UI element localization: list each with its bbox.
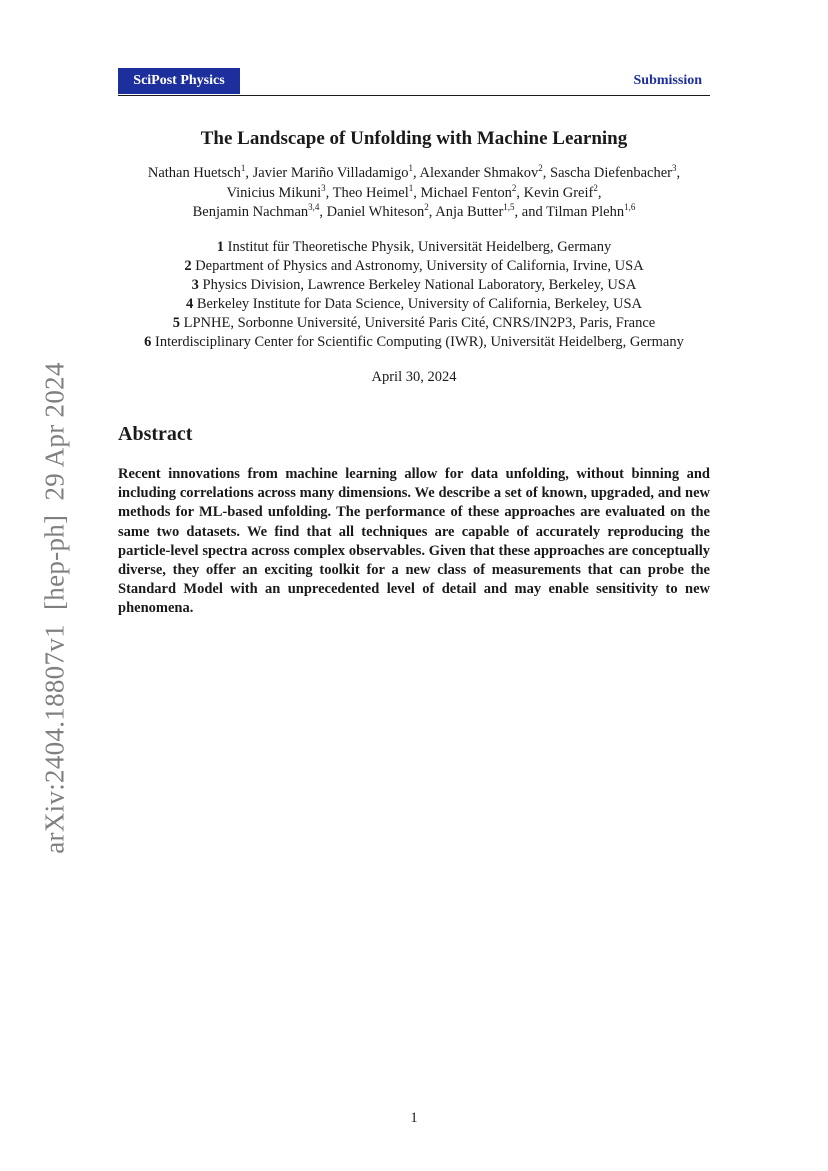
author	[550, 165, 676, 181]
author	[420, 182, 517, 201]
author-connector: and	[521, 204, 547, 220]
author-name: Javier Mariño Villadamigo	[252, 165, 409, 181]
author	[523, 182, 598, 201]
author	[419, 165, 542, 181]
author-affiliation-mark: 2	[424, 202, 429, 212]
author	[253, 165, 413, 181]
author-name: Vinicius Mikuni	[226, 184, 322, 201]
author-name: Anja Butter	[435, 204, 504, 220]
author-affiliation-mark: 2	[593, 182, 598, 193]
author-list: Nathan Huetsch$^1$, Javier Mariño Villadamigo$^1$, Alexander Shmakov$^2$, Sascha Diefenbacher$^3$, Vinicius Mikuni$^3$, Theo Heimel$^1$, Michael Fenton$^2$, Kevin Greif$^2$, Benjamin Nachman$^{3,4}$, Daniel Whiteson$^2$, Anja Butter$^{1,5}$, and Tilman Plehn$^{1,6}$	[147, 163, 681, 220]
author-name: Tilman Plehn	[546, 204, 625, 220]
affiliation-text: Department of Physics and Astronomy, University of California, Irvine, USA	[191, 258, 644, 274]
submission-label: Submission	[633, 73, 702, 88]
author-affiliation-mark: 2	[538, 163, 543, 173]
author-affiliation-mark: 1,5	[503, 202, 515, 212]
author	[193, 204, 320, 220]
abstract-heading: Abstract	[118, 423, 193, 445]
page-number: 1	[410, 1110, 418, 1126]
page-header	[118, 68, 710, 96]
author-name: Daniel Whiteson	[326, 204, 425, 220]
author-affiliation-mark: 3,4	[308, 202, 320, 212]
author-name: Nathan Huetsch	[147, 165, 241, 181]
abstract-body: Recent innovations from machine learning allow for data unfolding, without binning and including correlations across many dimensions. We describe a set of known, upgraded, and new methods for ML-based unfolding. The performance of these approaches are evaluated on the same two datasets. We find that all techniques are capable of accurately reproducing the particle-level spectra across complex observables. Given that these approaches are conceptually diverse, they offer an exciting toolkit for a new class of measurements that can probe the Standard Model with an unprecedented level of detail and may enable sensitivity to new phenomena.	[118, 466, 710, 617]
author-affiliation-mark: 1	[408, 163, 414, 173]
paper-title: The Landscape of Unfolding with Machine Learning	[200, 128, 628, 149]
author-affiliation-mark: 1	[408, 182, 414, 193]
author-name: Kevin Greif	[523, 184, 594, 201]
author-affiliation-mark: 2	[511, 182, 517, 193]
affiliation-number: 1	[216, 239, 224, 255]
author	[226, 182, 326, 201]
author-affiliation-mark: 1	[240, 163, 246, 173]
affiliation-text: Berkeley Institute for Data Science, University of California, Berkeley, USA	[193, 296, 643, 312]
affiliation-item	[60, 333, 768, 352]
author-name: Benjamin Nachman	[192, 204, 309, 220]
affiliation-item	[60, 314, 768, 333]
affiliation-text: Interdisciplinary Center for Scientific Computing (IWR), Universität Heidelberg, Germany	[151, 334, 684, 350]
journal-badge: SciPost Physics	[118, 68, 240, 94]
arxiv-stamp: arXiv:2404.18807v1 [hep-ph] 29 Apr 2024	[39, 362, 70, 854]
affiliation-number: 6	[144, 334, 152, 350]
author-affiliation-mark: 3	[321, 182, 326, 193]
author	[327, 204, 429, 220]
affiliation-number: 3	[191, 277, 199, 293]
author-name: Theo Heimel	[332, 184, 409, 201]
author-affiliation-mark: 1,6	[624, 202, 636, 212]
author	[546, 204, 635, 220]
author-name: Sascha Diefenbacher	[550, 165, 673, 181]
author	[332, 182, 414, 201]
affiliation-item	[60, 295, 768, 314]
author	[148, 165, 246, 181]
author-name: Alexander Shmakov	[419, 165, 539, 181]
affiliation-item	[60, 257, 768, 276]
publication-date: April 30, 2024	[371, 369, 457, 385]
affiliation-number: 5	[172, 315, 180, 331]
author-affiliation-mark: 3	[672, 163, 677, 173]
affiliation-item	[60, 238, 768, 257]
affiliation-text: Physics Division, Lawrence Berkeley National Laboratory, Berkeley, USA	[198, 277, 637, 293]
author	[435, 204, 514, 220]
affiliation-number: 2	[184, 258, 192, 274]
author-name: Michael Fenton	[420, 184, 512, 201]
affiliation-item	[60, 276, 768, 295]
affiliation-text: Institut für Theoretische Physik, Universität Heidelberg, Germany	[223, 239, 612, 255]
affiliation-number: 4	[185, 296, 194, 312]
affiliation-list	[60, 238, 768, 352]
affiliation-text: LPNHE, Sorbonne Université, Université Paris Cité, CNRS/IN2P3, Paris, France	[180, 315, 656, 331]
